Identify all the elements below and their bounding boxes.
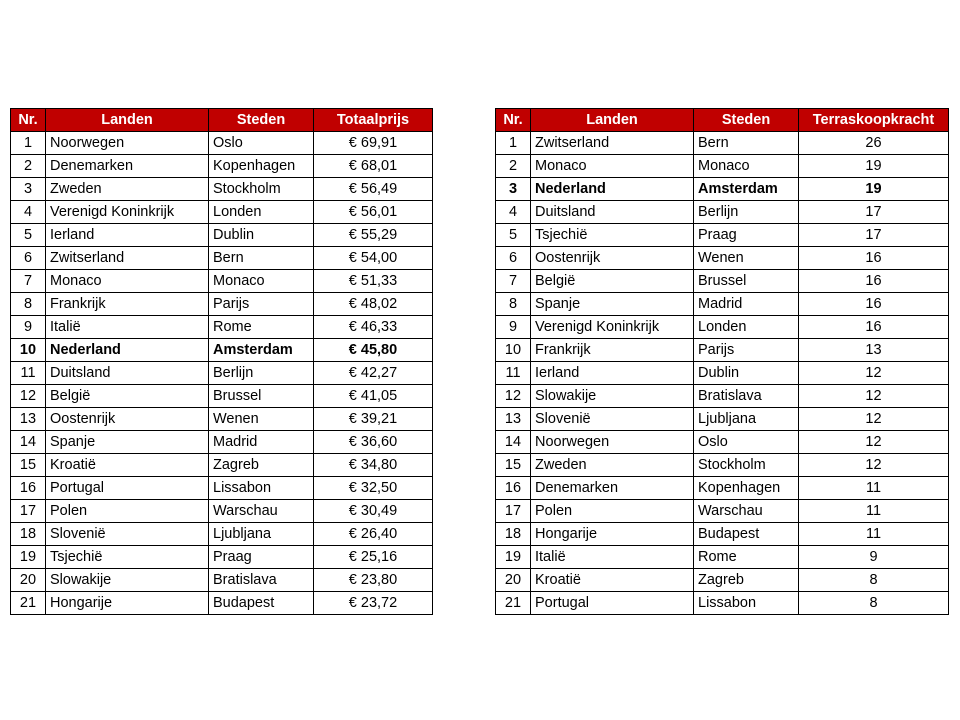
rank-cell: 5: [11, 224, 46, 247]
table-row: [11, 247, 433, 270]
rank-cell: 19: [496, 546, 531, 569]
value-cell: 16: [799, 293, 949, 316]
column-header-nr: Nr.: [496, 109, 531, 132]
value-cell: € 48,02: [314, 293, 433, 316]
country-cell: Zweden: [531, 454, 694, 477]
value-cell: 12: [799, 454, 949, 477]
city-cell: Monaco: [209, 270, 314, 293]
rank-cell: 14: [496, 431, 531, 454]
city-cell: Madrid: [209, 431, 314, 454]
country-cell: Oostenrijk: [46, 408, 209, 431]
country-cell: Zwitserland: [531, 132, 694, 155]
value-cell: € 45,80: [314, 339, 433, 362]
rank-cell: 1: [496, 132, 531, 155]
table-row: [496, 362, 949, 385]
rank-cell: 7: [496, 270, 531, 293]
value-cell: 8: [799, 592, 949, 615]
country-cell: Ierland: [531, 362, 694, 385]
rank-cell: 20: [496, 569, 531, 592]
table-row: [496, 569, 949, 592]
rank-cell: 16: [496, 477, 531, 500]
table-row: [11, 270, 433, 293]
city-cell: Warschau: [694, 500, 799, 523]
table-row: [11, 592, 433, 615]
country-cell: Frankrijk: [531, 339, 694, 362]
rank-cell: 7: [11, 270, 46, 293]
value-cell: 19: [799, 178, 949, 201]
rank-cell: 13: [496, 408, 531, 431]
rank-cell: 12: [496, 385, 531, 408]
rank-cell: 21: [496, 592, 531, 615]
country-cell: Slovenië: [531, 408, 694, 431]
column-header-terraskoopkracht: Terraskoopkracht: [799, 109, 949, 132]
table-row: [496, 293, 949, 316]
city-cell: Dublin: [694, 362, 799, 385]
column-header-steden: Steden: [694, 109, 799, 132]
value-cell: 12: [799, 408, 949, 431]
rank-cell: 2: [11, 155, 46, 178]
rank-cell: 1: [11, 132, 46, 155]
column-header-steden: Steden: [209, 109, 314, 132]
value-cell: € 69,91: [314, 132, 433, 155]
city-cell: Bratislava: [209, 569, 314, 592]
country-cell: Monaco: [46, 270, 209, 293]
rank-cell: 15: [11, 454, 46, 477]
rank-cell: 21: [11, 592, 46, 615]
country-cell: Verenigd Koninkrijk: [46, 201, 209, 224]
value-cell: € 34,80: [314, 454, 433, 477]
city-cell: Parijs: [694, 339, 799, 362]
value-cell: € 46,33: [314, 316, 433, 339]
rank-cell: 10: [11, 339, 46, 362]
table-row: [11, 201, 433, 224]
country-cell: Italië: [531, 546, 694, 569]
country-cell: Zwitserland: [46, 247, 209, 270]
column-header-landen: Landen: [531, 109, 694, 132]
table-row: [496, 500, 949, 523]
country-cell: Hongarije: [531, 523, 694, 546]
table-row: [496, 201, 949, 224]
rank-cell: 17: [496, 500, 531, 523]
city-cell: Monaco: [694, 155, 799, 178]
country-cell: Kroatië: [46, 454, 209, 477]
table-row: [11, 224, 433, 247]
table-row: [496, 477, 949, 500]
rank-cell: 14: [11, 431, 46, 454]
table-row: [11, 293, 433, 316]
rank-cell: 19: [11, 546, 46, 569]
city-cell: Bern: [694, 132, 799, 155]
value-cell: 11: [799, 523, 949, 546]
value-cell: 16: [799, 247, 949, 270]
value-cell: € 23,72: [314, 592, 433, 615]
table-row: [496, 431, 949, 454]
value-cell: € 55,29: [314, 224, 433, 247]
city-cell: Budapest: [209, 592, 314, 615]
city-cell: Lissabon: [209, 477, 314, 500]
table-row: [496, 178, 949, 201]
value-cell: € 56,01: [314, 201, 433, 224]
city-cell: Budapest: [694, 523, 799, 546]
table-row: [11, 316, 433, 339]
table-row: [496, 247, 949, 270]
value-cell: € 36,60: [314, 431, 433, 454]
table-row: [496, 546, 949, 569]
value-cell: € 42,27: [314, 362, 433, 385]
city-cell: Oslo: [209, 132, 314, 155]
country-cell: Italië: [46, 316, 209, 339]
table-row: [11, 339, 433, 362]
rank-cell: 5: [496, 224, 531, 247]
country-cell: Polen: [531, 500, 694, 523]
country-cell: Tsjechië: [46, 546, 209, 569]
price-ranking-table: [10, 108, 433, 615]
table-row: [11, 431, 433, 454]
value-cell: € 39,21: [314, 408, 433, 431]
city-cell: Wenen: [694, 247, 799, 270]
rank-cell: 15: [496, 454, 531, 477]
rank-cell: 6: [11, 247, 46, 270]
rank-cell: 4: [11, 201, 46, 224]
value-cell: € 68,01: [314, 155, 433, 178]
table-row: [496, 224, 949, 247]
rank-cell: 18: [11, 523, 46, 546]
table-row: [11, 155, 433, 178]
country-cell: Polen: [46, 500, 209, 523]
city-cell: Parijs: [209, 293, 314, 316]
value-cell: € 54,00: [314, 247, 433, 270]
value-cell: € 32,50: [314, 477, 433, 500]
rank-cell: 13: [11, 408, 46, 431]
table-row: [496, 385, 949, 408]
country-cell: Slowakije: [531, 385, 694, 408]
country-cell: Monaco: [531, 155, 694, 178]
country-cell: Hongarije: [46, 592, 209, 615]
value-cell: 19: [799, 155, 949, 178]
country-cell: Denemarken: [46, 155, 209, 178]
city-cell: Madrid: [694, 293, 799, 316]
table-row: [496, 316, 949, 339]
country-cell: Ierland: [46, 224, 209, 247]
value-cell: 13: [799, 339, 949, 362]
table-row: [11, 408, 433, 431]
rank-cell: 6: [496, 247, 531, 270]
rank-cell: 12: [11, 385, 46, 408]
table-row: [496, 155, 949, 178]
country-cell: Oostenrijk: [531, 247, 694, 270]
table-row: [11, 362, 433, 385]
city-cell: Brussel: [694, 270, 799, 293]
city-cell: Amsterdam: [209, 339, 314, 362]
value-cell: € 51,33: [314, 270, 433, 293]
value-cell: 17: [799, 201, 949, 224]
table-row: [496, 592, 949, 615]
country-cell: Noorwegen: [531, 431, 694, 454]
rank-cell: 11: [496, 362, 531, 385]
rank-cell: 16: [11, 477, 46, 500]
table-row: [11, 546, 433, 569]
city-cell: Rome: [694, 546, 799, 569]
value-cell: € 26,40: [314, 523, 433, 546]
city-cell: Zagreb: [209, 454, 314, 477]
country-cell: Zweden: [46, 178, 209, 201]
value-cell: 11: [799, 500, 949, 523]
rank-cell: 3: [496, 178, 531, 201]
country-cell: Portugal: [46, 477, 209, 500]
table-row: [11, 385, 433, 408]
country-cell: Slovenië: [46, 523, 209, 546]
city-cell: Berlijn: [694, 201, 799, 224]
country-cell: Denemarken: [531, 477, 694, 500]
value-cell: € 25,16: [314, 546, 433, 569]
country-cell: Portugal: [531, 592, 694, 615]
country-cell: Nederland: [46, 339, 209, 362]
country-cell: Frankrijk: [46, 293, 209, 316]
value-cell: € 56,49: [314, 178, 433, 201]
city-cell: Oslo: [694, 431, 799, 454]
rank-cell: 11: [11, 362, 46, 385]
value-cell: 12: [799, 362, 949, 385]
country-cell: Duitsland: [531, 201, 694, 224]
value-cell: 12: [799, 385, 949, 408]
country-cell: België: [531, 270, 694, 293]
country-cell: Tsjechië: [531, 224, 694, 247]
rank-cell: 9: [496, 316, 531, 339]
value-cell: 11: [799, 477, 949, 500]
table-row: [11, 477, 433, 500]
city-cell: Ljubljana: [209, 523, 314, 546]
table-row: [11, 132, 433, 155]
table-row: [11, 523, 433, 546]
city-cell: Amsterdam: [694, 178, 799, 201]
rank-cell: 3: [11, 178, 46, 201]
city-cell: Zagreb: [694, 569, 799, 592]
value-cell: 8: [799, 569, 949, 592]
city-cell: Praag: [694, 224, 799, 247]
country-cell: Slowakije: [46, 569, 209, 592]
value-cell: 26: [799, 132, 949, 155]
value-cell: € 41,05: [314, 385, 433, 408]
country-cell: Nederland: [531, 178, 694, 201]
country-cell: België: [46, 385, 209, 408]
country-cell: Spanje: [531, 293, 694, 316]
value-cell: 12: [799, 431, 949, 454]
rank-cell: 4: [496, 201, 531, 224]
country-cell: Kroatië: [531, 569, 694, 592]
city-cell: Kopenhagen: [694, 477, 799, 500]
table-header-row: [496, 109, 949, 132]
table-row: [496, 408, 949, 431]
city-cell: Stockholm: [694, 454, 799, 477]
city-cell: Stockholm: [209, 178, 314, 201]
value-cell: 17: [799, 224, 949, 247]
city-cell: Dublin: [209, 224, 314, 247]
table-row: [496, 270, 949, 293]
country-cell: Noorwegen: [46, 132, 209, 155]
table-row: [496, 339, 949, 362]
table-row: [11, 178, 433, 201]
value-cell: 16: [799, 316, 949, 339]
rank-cell: 10: [496, 339, 531, 362]
table-row: [496, 132, 949, 155]
city-cell: Kopenhagen: [209, 155, 314, 178]
rank-cell: 2: [496, 155, 531, 178]
city-cell: Londen: [209, 201, 314, 224]
city-cell: Londen: [694, 316, 799, 339]
city-cell: Ljubljana: [694, 408, 799, 431]
table-header-row: [11, 109, 433, 132]
country-cell: Spanje: [46, 431, 209, 454]
country-cell: Duitsland: [46, 362, 209, 385]
value-cell: € 30,49: [314, 500, 433, 523]
country-cell: Verenigd Koninkrijk: [531, 316, 694, 339]
table-row: [11, 454, 433, 477]
rank-cell: 20: [11, 569, 46, 592]
table-row: [496, 523, 949, 546]
value-cell: 9: [799, 546, 949, 569]
city-cell: Praag: [209, 546, 314, 569]
table-row: [496, 454, 949, 477]
city-cell: Bratislava: [694, 385, 799, 408]
city-cell: Wenen: [209, 408, 314, 431]
city-cell: Berlijn: [209, 362, 314, 385]
column-header-landen: Landen: [46, 109, 209, 132]
rank-cell: 8: [496, 293, 531, 316]
column-header-nr: Nr.: [11, 109, 46, 132]
rank-cell: 8: [11, 293, 46, 316]
column-header-totaalprijs: Totaalprijs: [314, 109, 433, 132]
value-cell: € 23,80: [314, 569, 433, 592]
city-cell: Bern: [209, 247, 314, 270]
city-cell: Lissabon: [694, 592, 799, 615]
table-row: [11, 500, 433, 523]
value-cell: 16: [799, 270, 949, 293]
rank-cell: 18: [496, 523, 531, 546]
city-cell: Warschau: [209, 500, 314, 523]
rank-cell: 17: [11, 500, 46, 523]
city-cell: Rome: [209, 316, 314, 339]
city-cell: Brussel: [209, 385, 314, 408]
terraskoopkracht-ranking-table: [495, 108, 949, 615]
table-row: [11, 569, 433, 592]
rank-cell: 9: [11, 316, 46, 339]
